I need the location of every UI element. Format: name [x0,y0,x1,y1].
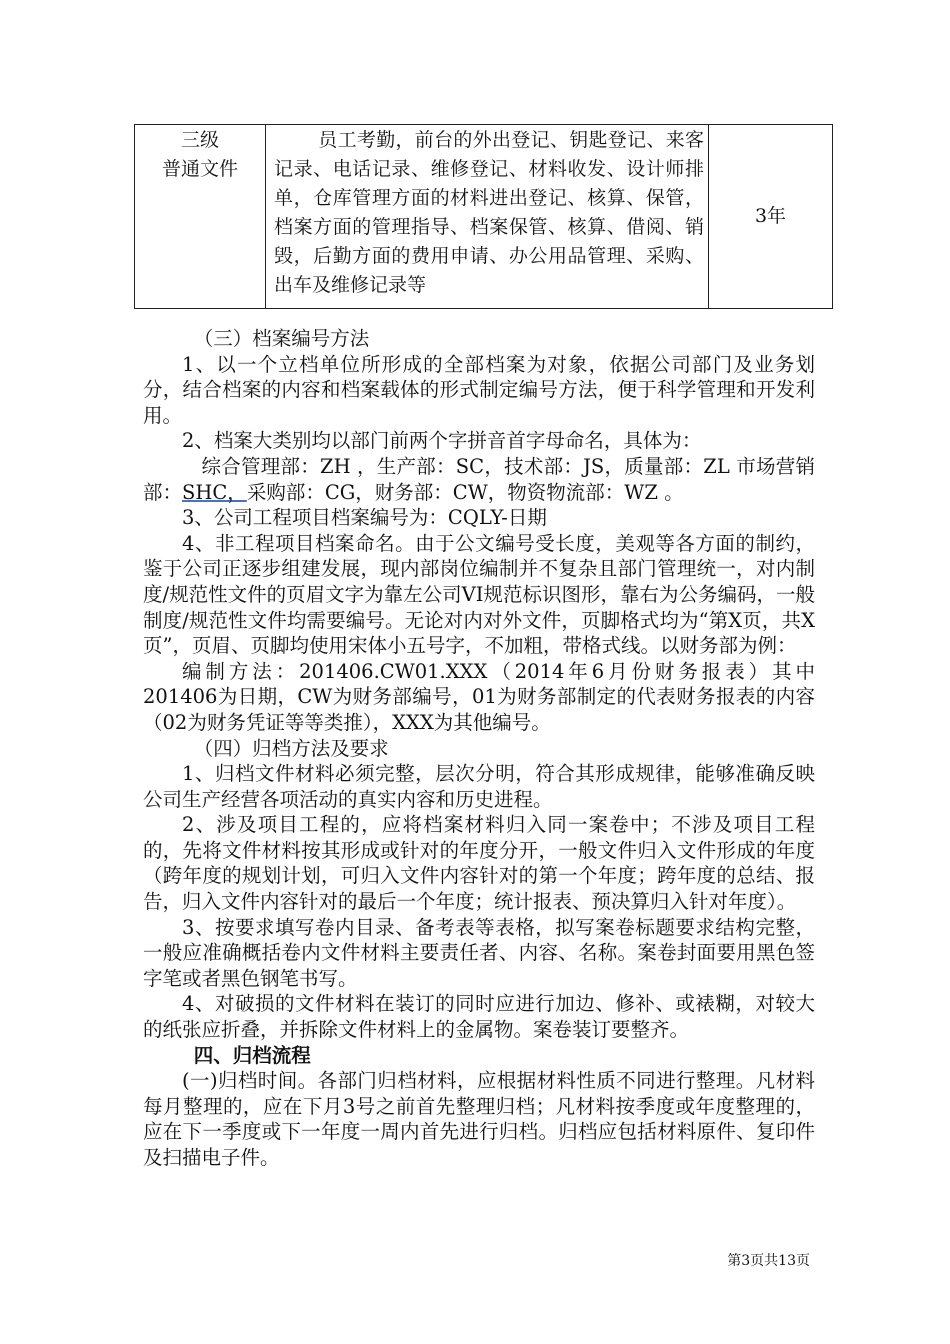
retention-cell: 3年 [709,125,833,309]
archiving-time-paragraph: (一)归档时间。各部门归档材料，应根据材料性质不同进行整理。凡材料每月整理的，应在下月3号之前首先整理归档；凡材料按季度或年度整理的，应在下一季度或下一年度一周内首先进行归档。归档应包括材料原件、复印件及扫描电子件。 [143,1069,815,1169]
section-3-paragraph-3: 3、公司工程项目档案编号为：CQLY-日期 [182,506,547,530]
section-4-paragraph-2: 2、涉及项目工程的，应将档案材料归入同一案卷中；不涉及项目工程的，先将文件材料按其形成或针对的年度分开，一般文件归入文件形成的年度（跨年度的规划计划，可归入文件内容针对的第一个年度；跨年度的总结、报告，归入文件内容针对的最后一个年度；统计报表、预决算归入针对年度）。 [143,813,815,914]
department-code-shc: SHC， [182,480,247,504]
level-line-2: 普通文件 [161,158,238,180]
section-3-department-codes [143,454,815,505]
page-footer: 第3页共13页 [727,1253,810,1269]
department-codes-part-1: 综合管理部：ZH ，生产部：SC，技术部：JS，质量部：ZL 市场营销部： [143,454,815,504]
level-cell [135,125,266,309]
department-codes-part-2: 采购部：CG，财务部：CW，物资物流部：WZ 。 [246,480,684,504]
level-line-1: 三级 [180,129,219,151]
table-row [135,125,833,309]
section-3-paragraph-2: 2、档案大类别均以部门前两个字拼音首字母命名，具体为： [182,429,702,453]
description-text: 员工考勤，前台的外出登记、钥匙登记、来客记录、电话记录、维修登记、材料收发、设计师排单，仓库管理方面的材料进出登记、核算、保管，档案方面的管理指导、档案保管、核算、借阅、销毁，后勤方面的费用申请、办公用品管理、采购、出车及维修记录等 [274,129,704,296]
section-3-paragraph-1: 1、以一个立档单位所形成的全部档案为对象，依据公司部门及业务划分，结合档案的内容和档案载体的形式制定编号方法，便于科学管理和开发利用。 [143,352,815,427]
section-3-paragraph-5: 编制方法：201406.CW01.XXX（2014年6月份财务报表）其中201406为日期，CW为财务部编号，01为财务部制定的代表财务报表的内容（02为财务凭证等等类推），XXX为其他编号。 [143,659,815,734]
section-4-paragraph-4: 4、对破损的文件材料在装订的同时应进行加边、修补、或裱糊，对较大的纸张应折叠，并拆除文件材料上的金属物。案卷装订要整齐。 [143,992,815,1042]
section-4-heading: （四）归档方法及要求 [193,736,389,760]
section-3-heading: （三）档案编号方法 [193,327,370,350]
description-cell [266,125,709,309]
main-heading-archiving-process: 四、归档流程 [193,1043,311,1067]
archive-level-table [134,124,833,309]
body-content [143,326,815,1171]
section-4-paragraph-3: 3、按要求填写卷内目录、备考表等表格，拟写案卷标题要求结构完整，一般应准确概括卷内文件材料主要责任者、内容、名称。案卷封面要用黑色签字笔或者黑色钢笔书写。 [143,915,815,990]
section-4-paragraph-1: 1、归档文件材料必须完整，层次分明，符合其形成规律，能够准确反映公司生产经营各项活动的真实内容和历史进程。 [143,762,815,811]
section-3-paragraph-4: 4、非工程项目档案命名。由于公文编号受长度，美观等各方面的制约，鉴于公司正逐步组建发展，现内部岗位编制并不复杂且部门管理统一，对内制度/规范性文件的页眉文字为靠左公司VI规范标识图形，靠右为公务编码，一般制度/规范性文件均需要编号。无论对内对外文件，页脚格式均为“第X页，共X页”，页眉、页脚均使用宋体小五号字，不加粗，带格式线。以财务部为例： [143,531,815,658]
